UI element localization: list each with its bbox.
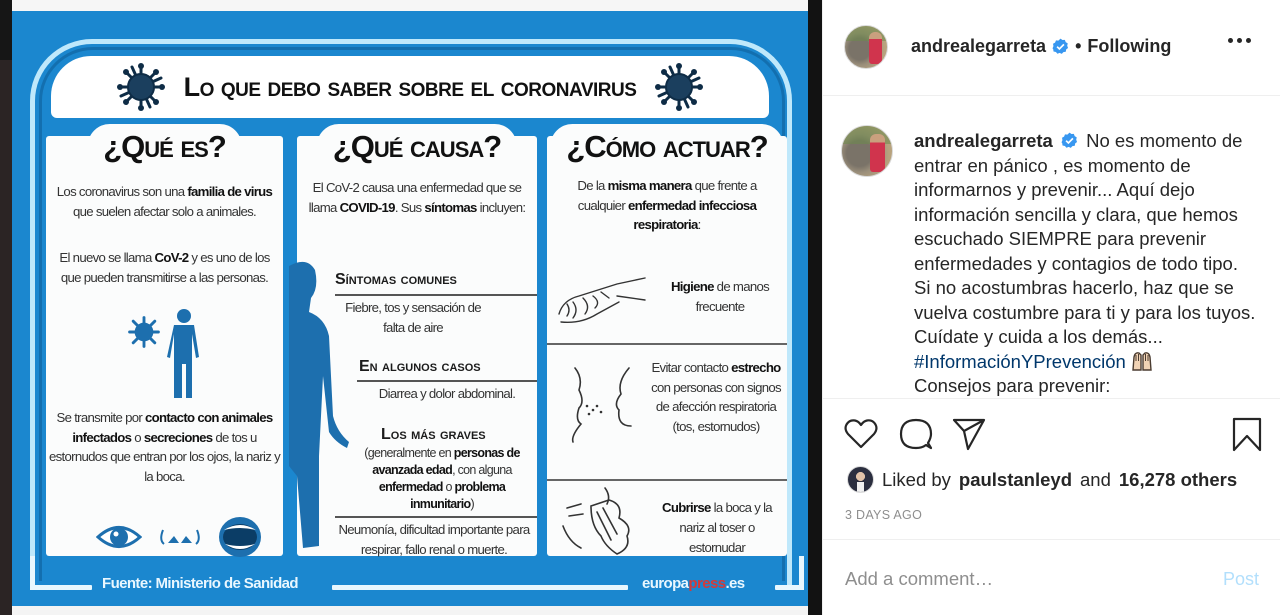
- graves-consequences-text: [331, 520, 537, 559]
- faces-contact-icon: [567, 364, 639, 444]
- infographic-title-banner: [51, 56, 769, 118]
- text: (generalmente en: [364, 446, 454, 460]
- text-bold: enfermedad infecciosa respiratoria: [627, 197, 757, 232]
- que-es-paragraph-3: [48, 408, 281, 486]
- column-title: ¿Qué es?: [87, 124, 242, 164]
- eye-icon: [96, 524, 142, 550]
- image-letterbox-right: [808, 0, 822, 615]
- text-bold: estrecho: [731, 360, 781, 375]
- cover-sneeze-icon: [561, 486, 641, 556]
- text: Los coronavirus son una: [56, 184, 188, 199]
- author-username-link[interactable]: andrealegarreta: [911, 36, 1047, 56]
- text-bold: contacto con animales infectados: [72, 410, 273, 445]
- text: El nuevo se llama: [59, 250, 155, 265]
- caption-username-link[interactable]: andrealegarreta: [914, 130, 1053, 151]
- image-letterbox-left: [0, 0, 12, 615]
- text: Neumonía, dificultad importante para respirar, fallo renal o muerte.: [338, 522, 530, 557]
- text-bold: Cubrirse: [662, 500, 711, 515]
- text: que frente a cualquier: [577, 178, 757, 213]
- text-bold: enfermedad: [378, 480, 443, 494]
- likes-summary: [847, 466, 1237, 493]
- text: que suelen afectar solo a animales.: [73, 203, 256, 219]
- image-top-strip: [12, 0, 808, 11]
- column-como-actuar: [547, 129, 787, 556]
- text: Fiebre, tos y sensación de falta de aire: [345, 300, 481, 335]
- divider: [335, 294, 537, 296]
- text-bold: COVID-19: [339, 199, 395, 215]
- los-mas-graves-heading: Los más graves: [381, 426, 486, 443]
- liked-by-label: Liked by: [882, 468, 951, 490]
- text: Se transmite por: [56, 410, 146, 425]
- likes-count-link[interactable]: 16,278 others: [1118, 468, 1238, 490]
- image-bottom-strip: [12, 606, 808, 615]
- brand-part: press: [688, 575, 726, 592]
- more-options-icon-dot: [1246, 38, 1251, 43]
- author-info: [911, 36, 1171, 57]
- coronavirus-infographic: [12, 11, 808, 615]
- brand-part: .es: [725, 575, 745, 592]
- separator-dot: •: [1075, 36, 1082, 56]
- brand-credit: [642, 575, 745, 592]
- sintomas-comunes-text: [333, 298, 493, 337]
- column-que-es: [46, 129, 283, 556]
- post-actions: [823, 400, 1280, 540]
- como-actuar-intro: [553, 176, 781, 235]
- more-options-button[interactable]: [1228, 38, 1251, 43]
- column-title: ¿Cómo actuar?: [550, 124, 783, 164]
- tip-cover-mouth: [653, 498, 781, 558]
- text: de manos frecuente: [695, 279, 769, 314]
- text-bold: problema inmunitario: [410, 480, 506, 511]
- virus-icon: [654, 62, 704, 112]
- text: de tos u estornudos que entran por los ojos, la nariz y la boca.: [49, 429, 280, 484]
- mouth-icon: [218, 516, 262, 558]
- post-timestamp[interactable]: 3 DAYS AGO: [845, 508, 923, 522]
- liker-avatar[interactable]: [847, 466, 874, 493]
- more-options-icon-dot: [1237, 38, 1242, 43]
- hashtag-link[interactable]: #InformaciónYPrevención: [914, 350, 1126, 372]
- que-causa-intro: [301, 178, 533, 217]
- tip-avoid-contact: [647, 358, 785, 436]
- post-comment-button[interactable]: Post: [1222, 569, 1259, 589]
- comment-input[interactable]: [845, 567, 1185, 591]
- infographic-title: Lo que debo saber sobre el coronavirus: [183, 71, 637, 102]
- nose-icon: [158, 528, 202, 548]
- text: o: [442, 480, 455, 494]
- source-credit: Fuente: Ministerio de Sanidad: [102, 575, 298, 592]
- text: El CoV-2 causa una enfermedad que se llama: [308, 180, 522, 215]
- comment-icon: [898, 416, 934, 452]
- virus-icon: [126, 314, 162, 350]
- caption-author-avatar[interactable]: [841, 125, 893, 177]
- text-bold: Higiene: [670, 279, 714, 294]
- caption-body: No es momento de entrar en pánico , es momento de informarnos y prevenir... Aquí dejo información sencilla y clara, que hemos escuchado SIEMPRE para prevenir enfermedades y contagios de todo tipo. Si no acostumbras hacerlo, haz que se vuelva costumbre para ti y para los tuyos. Cuídate y cuida a los demás...: [914, 130, 1256, 347]
- raising-hands-emoji-icon: [1131, 351, 1153, 371]
- save-button[interactable]: [1229, 416, 1265, 452]
- text-bold: síntomas: [424, 199, 477, 215]
- text: incluyen:: [476, 199, 526, 215]
- text: ): [470, 497, 474, 511]
- text-bold: personas de avanzada edad: [372, 446, 520, 477]
- infographic-footer: [30, 575, 804, 600]
- text-bold: secreciones: [143, 429, 213, 445]
- text: , con alguna: [452, 463, 512, 477]
- text: . Sus: [394, 199, 425, 215]
- divider: [547, 479, 787, 481]
- divider: [547, 343, 787, 345]
- bookmark-icon: [1229, 416, 1265, 452]
- text: y es uno de los que pueden transmitirse a las personas.: [60, 250, 270, 285]
- comment-form: [823, 541, 1280, 615]
- human-body-icon: [166, 308, 202, 400]
- like-button[interactable]: [843, 416, 879, 452]
- divider: [357, 380, 537, 382]
- text-bold: misma manera: [607, 178, 692, 193]
- likes-and-label: and: [1080, 468, 1111, 490]
- caption-text: [914, 129, 1259, 399]
- author-avatar[interactable]: [844, 25, 888, 69]
- comment-button[interactable]: [898, 416, 934, 452]
- text: Diarrea y dolor abdominal.: [378, 386, 516, 401]
- column-que-causa: [297, 129, 537, 557]
- text: :: [697, 217, 701, 232]
- verified-badge-icon: [1052, 38, 1069, 55]
- heart-icon: [843, 416, 879, 452]
- more-options-icon: [1228, 38, 1233, 43]
- divider: [335, 516, 537, 518]
- text: De la: [577, 178, 608, 193]
- tip-handwashing: [665, 277, 775, 317]
- liker-username-link[interactable]: paulstanleyd: [958, 468, 1072, 490]
- text: con personas con signos de afección respiratoria (tos, estornudos): [651, 379, 781, 434]
- caption-scroll-area[interactable]: [823, 97, 1280, 399]
- verified-badge-icon: [1061, 132, 1078, 149]
- en-algunos-casos-text: [359, 384, 535, 404]
- footer-line: [30, 585, 92, 590]
- que-es-paragraph-2: [52, 248, 277, 287]
- que-es-paragraph-1: [52, 182, 277, 221]
- en-algunos-casos-heading: En algunos casos: [359, 358, 481, 375]
- post-details-panel: [822, 0, 1280, 615]
- virus-icon: [116, 62, 166, 112]
- column-title: ¿Qué causa?: [317, 124, 517, 164]
- text: o: [131, 429, 144, 445]
- following-button[interactable]: Following: [1087, 36, 1172, 56]
- text-bold: familia de virus: [187, 184, 273, 199]
- frame-corner: [799, 556, 804, 590]
- text-bold: CoV-2: [154, 250, 189, 265]
- post-header: [823, 0, 1280, 96]
- text: Evitar contacto: [651, 360, 732, 375]
- handwashing-icon: [557, 274, 649, 326]
- caption-continuation: Consejos para prevenir:: [914, 375, 1111, 396]
- sintomas-comunes-heading: Síntomas comunes: [335, 271, 457, 288]
- paper-plane-icon: [951, 416, 987, 452]
- text: la boca y la nariz al toser o estornudar: [679, 500, 772, 555]
- footer-line: [332, 585, 628, 590]
- los-mas-graves-text: [351, 445, 533, 513]
- brand-part: europa: [642, 575, 689, 592]
- share-button[interactable]: [951, 416, 987, 452]
